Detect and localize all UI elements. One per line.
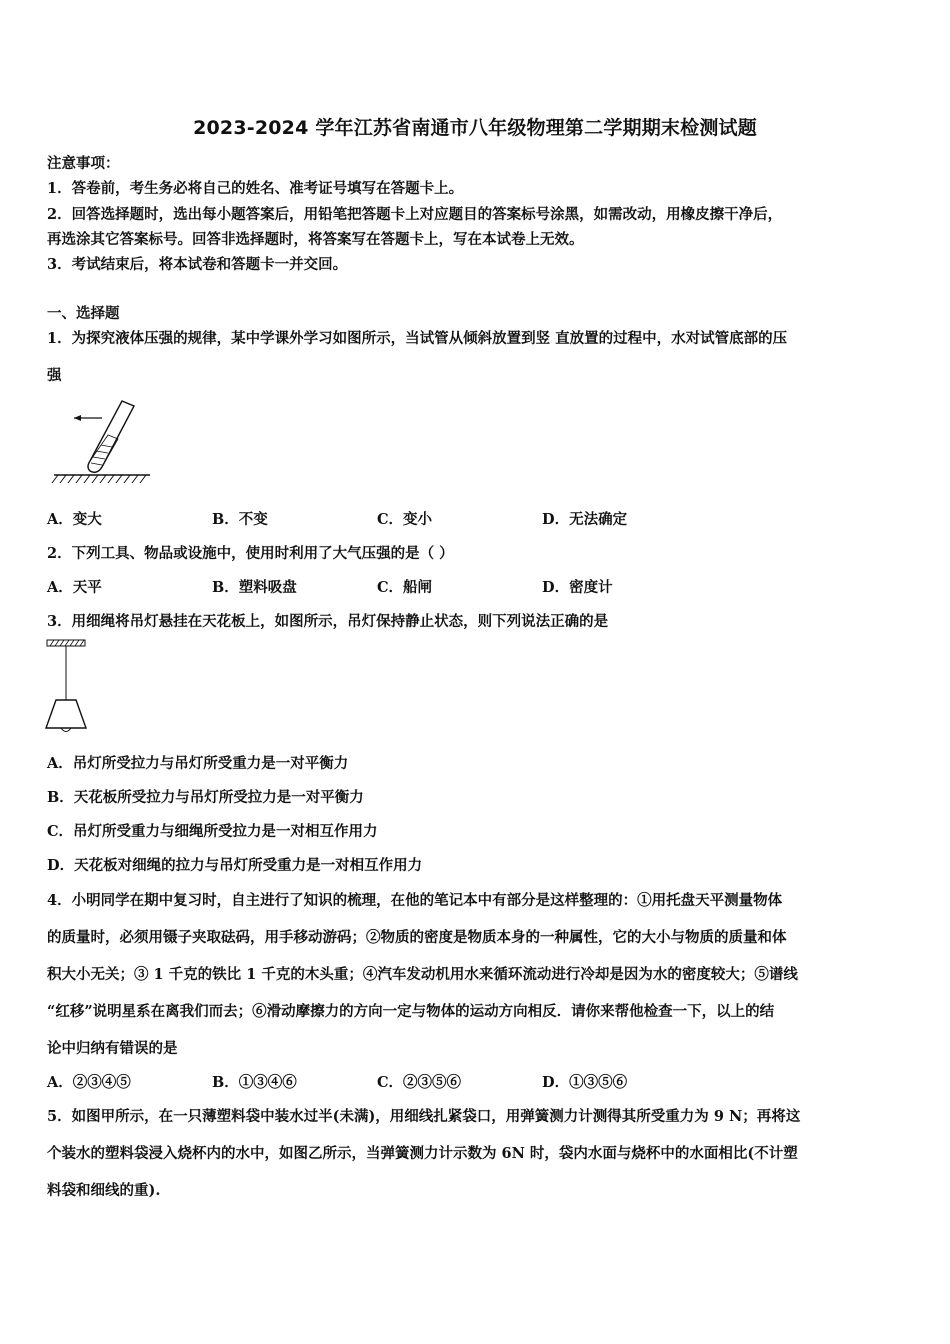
question-5-text-cont: 个装水的塑料袋浸入烧杯内的水中，如图乙所示，当弹簧测力计示数为 6N 时，袋内水面与烧杯中的水面相比(不计塑 bbox=[47, 1145, 798, 1162]
question-4-text-cont: 的质量时，必须用镊子夹取砝码，用手移动游码；②物质的密度是物质本身的一种属性，它的大小与物质的质量和体 bbox=[47, 929, 787, 946]
q2-option-c: C．船闸 bbox=[377, 579, 433, 596]
q3-option-c: C．吊灯所受重力与细绳所受拉力是一对相互作用力 bbox=[47, 823, 378, 840]
q1-option-a: A．变大 bbox=[47, 511, 102, 528]
notice-item: 1．答卷前，考生务必将自己的姓名、准考证号填写在答题卡上。 bbox=[47, 180, 464, 197]
q2-option-b: B．塑料吸盘 bbox=[212, 579, 297, 596]
notice-item: 3．考试结束后，将本试卷和答题卡一并交回。 bbox=[47, 256, 348, 273]
section-heading: 一、选择题 bbox=[47, 305, 120, 322]
q1-option-b: B．不变 bbox=[212, 511, 268, 528]
question-5-text: 5．如图甲所示，在一只薄塑料袋中装水过半(未满)，用细线扎紧袋口，用弹簧测力计测得其所受重力为 9 N；再将这 bbox=[47, 1108, 801, 1125]
q3-option-b: B．天花板所受拉力与吊灯所受拉力是一对平衡力 bbox=[47, 789, 364, 806]
question-4-text-cont: “红移”说明星系在离我们而去；⑥滑动摩擦力的方向一定与物体的运动方向相反．请你来帮他检查一下，以上的结 bbox=[47, 1003, 775, 1020]
page-title: 2023-2024 学年江苏省南通市八年级物理第二学期期末检测试题 bbox=[193, 117, 757, 139]
q2-option-a: A．天平 bbox=[47, 579, 102, 596]
tilted-test-tube-figure bbox=[50, 395, 160, 490]
q3-option-a: A．吊灯所受拉力与吊灯所受重力是一对平衡力 bbox=[47, 755, 349, 772]
question-4-text: 4．小明同学在期中复习时，自主进行了知识的梳理，在他的笔记本中有部分是这样整理的：①用托盘天平测量物体 bbox=[47, 892, 783, 909]
q4-option-b: B．①③④⑥ bbox=[212, 1074, 297, 1091]
q1-option-d: D．无法确定 bbox=[542, 511, 628, 528]
hanging-lamp-figure bbox=[44, 638, 94, 738]
notice-heading: 注意事项： bbox=[47, 155, 120, 172]
question-1-text: 1．为探究液体压强的规律，某中学课外学习如图所示，当试管从倾斜放置到竖 直放置的过程中，水对试管底部的压 bbox=[47, 330, 788, 347]
question-1-text-cont: 强 bbox=[47, 367, 62, 384]
q1-option-c: C．变小 bbox=[377, 511, 433, 528]
question-4-text-cont: 论中归纳有错误的是 bbox=[47, 1040, 178, 1057]
q4-option-c: C．②③⑤⑥ bbox=[377, 1074, 462, 1091]
question-4-text-cont: 积大小无关；③ 1 千克的铁比 1 千克的木头重；④汽车发动机用水来循环流动进行冷却是因为水的密度较大；⑤谱线 bbox=[47, 966, 798, 983]
question-3-text: 3．用细绳将吊灯悬挂在天花板上，如图所示，吊灯保持静止状态，则下列说法正确的是 bbox=[47, 613, 609, 630]
q3-option-d: D．天花板对细绳的拉力与吊灯所受重力是一对相互作用力 bbox=[47, 857, 423, 874]
q4-option-a: A．②③④⑤ bbox=[47, 1074, 131, 1091]
notice-item: 2．回答选择题时，选出每小题答案后，用铅笔把答题卡上对应题目的答案标号涂黑，如需改动，用橡皮擦干净后， bbox=[47, 206, 783, 223]
question-5-text-cont: 料袋和细线的重). bbox=[47, 1182, 161, 1199]
q2-option-d: D．密度计 bbox=[542, 579, 613, 596]
question-2-text: 2．下列工具、物品或设施中，使用时利用了大气压强的是（ ） bbox=[47, 545, 454, 562]
notice-item: 再选涂其它答案标号。回答非选择题时，将答案写在答题卡上，写在本试卷上无效。 bbox=[47, 231, 584, 248]
q4-option-d: D．①③⑤⑥ bbox=[542, 1074, 628, 1091]
